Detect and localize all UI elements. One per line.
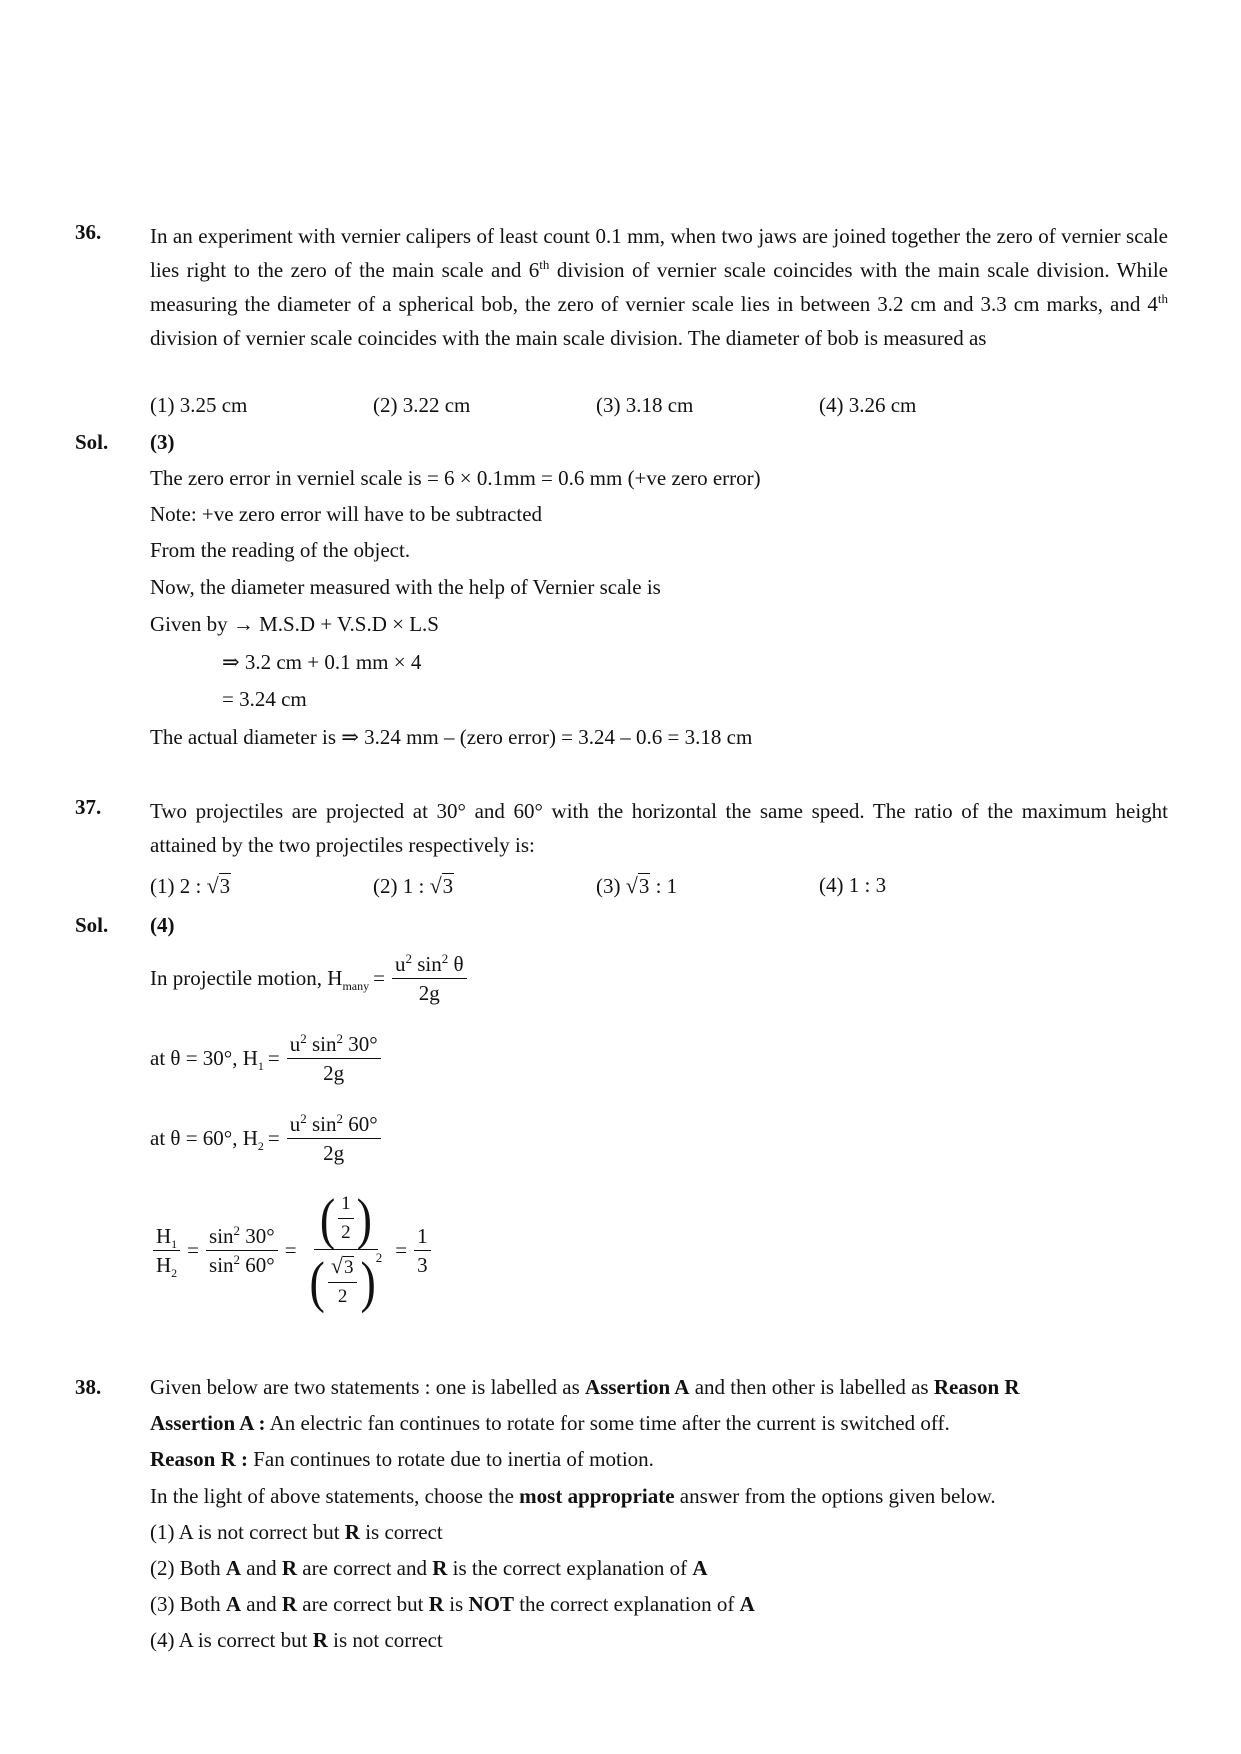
text-segment: answer from the options given below. (674, 1484, 996, 1508)
option-3: (3) 3.18 cm (596, 393, 694, 417)
text-segment: division of vernier scale coincides with the main scale division. The diameter of bob is measured as (150, 326, 987, 350)
option-2: (2) 3.22 cm (373, 393, 471, 417)
sqrt-symbol: √3 (206, 873, 231, 898)
function: sin (306, 1032, 337, 1056)
text-segment: (4) A is correct but (150, 1628, 313, 1652)
radicand: 3 (638, 874, 650, 898)
question-number: 36. (75, 220, 102, 244)
angle: 60° (342, 1112, 378, 1136)
text-segment: In an experiment with vernier calipers of least count 0.1 mm, when two jaws are joined together the zero of vernier scale lies right to the zero of the main scale and 6 (150, 224, 1168, 282)
bold-text: Reason R (933, 1375, 1020, 1399)
solution-line: = 3.24 cm (222, 687, 307, 711)
bold-text: R (312, 1628, 328, 1652)
parenthesized-fraction: ( $\frac{√3}{2}$ ) 2 (309, 1249, 383, 1313)
text-segment: are correct and (297, 1556, 433, 1580)
superscript: 2 (300, 1111, 307, 1126)
denominator: 2g (323, 1061, 345, 1085)
denominator: 3 (417, 1253, 428, 1277)
bold-text: R (281, 1592, 297, 1616)
bold-text: NOT (468, 1592, 514, 1616)
denominator: 2 (337, 1286, 348, 1307)
option-3 (596, 873, 677, 899)
text-segment: An electric fan continues to rotate for some time after the current is switched off. (265, 1411, 950, 1435)
angle: 60° (240, 1253, 275, 1277)
text-segment: is correct (359, 1520, 443, 1544)
superscript: 2 (336, 1111, 343, 1126)
assertion-statement (150, 1411, 950, 1436)
question-number: 38. (75, 1375, 102, 1399)
text-segment: Fan continues to rotate due to inertia of motion. (248, 1447, 654, 1471)
solution-line: The actual diameter is ⇒ 3.24 mm – (zero error) = 3.24 – 0.6 = 3.18 cm (150, 725, 753, 749)
variable: u (394, 952, 406, 976)
function: sin (209, 1224, 234, 1248)
bold-text: R (281, 1556, 297, 1580)
equals-sign: = (267, 1046, 280, 1070)
solution-line: Note: +ve zero error will have to be subtracted (150, 502, 543, 526)
numerator: 1 (338, 1190, 354, 1219)
bold-text: A (225, 1592, 241, 1616)
text-segment: (1) A is not correct but (150, 1520, 345, 1544)
sqrt-symbol: √3 (625, 873, 650, 898)
function: sin (411, 952, 442, 976)
option-text: (3) (596, 874, 626, 898)
text-segment: the correct explanation of (513, 1592, 740, 1616)
equals-sign: = (267, 1126, 280, 1150)
fraction (392, 950, 467, 1007)
text-segment: are correct but (297, 1592, 429, 1616)
fraction (287, 1110, 381, 1167)
angle: 30° (240, 1224, 275, 1248)
equals-sign: = (187, 1238, 200, 1262)
solution-line: Given by → M.S.D + V.S.D × L.S (150, 612, 439, 636)
option-1 (150, 1520, 443, 1545)
solution-label: Sol. (75, 430, 109, 454)
option-3 (150, 1592, 755, 1617)
equals-sign: = (395, 1238, 408, 1262)
variable: θ (448, 952, 464, 976)
function: sin (209, 1253, 234, 1277)
option-4 (150, 1628, 443, 1653)
text-segment: is the correct explanation of (447, 1556, 693, 1580)
equation-text: In projectile motion, H (150, 966, 343, 990)
equation-h2: at θ = 60°, H 2 = $\frac{u^2 \sin^2 60^\circ}{2g}$ (150, 1110, 384, 1167)
fraction (153, 1222, 180, 1279)
superscript: 2 (405, 951, 412, 966)
radicand: 3 (219, 874, 231, 898)
radicand: 3 (442, 874, 454, 898)
fraction (287, 1030, 381, 1087)
equation-text: at θ = 30°, H (150, 1046, 258, 1070)
equation-h1: at θ = 30°, H 1 = $\frac{u^2 \sin^2 30^\circ}{2g}$ (150, 1030, 384, 1087)
text-segment: division of vernier scale coincides with the main scale division. While measuring the diameter of a spherical bob, the zero of vernier scale lies in between 3.2 cm and 3.3 cm marks, and 4 (150, 258, 1168, 316)
fraction (414, 1222, 431, 1279)
instruction-text (150, 1484, 996, 1509)
equation-ratio (150, 1188, 434, 1313)
bold-text: A (692, 1556, 708, 1580)
denominator: 2 (341, 1222, 351, 1243)
sqrt-symbol: √3 (429, 873, 454, 898)
bold-text: Assertion A (585, 1375, 690, 1399)
subscript: 1 (171, 1237, 178, 1252)
variable: H (156, 1253, 172, 1277)
option-4: (4) 3.26 cm (819, 393, 917, 417)
reason-statement (150, 1447, 654, 1472)
question-text (150, 219, 1168, 355)
option-2 (373, 873, 454, 899)
denominator: 2g (323, 1141, 345, 1165)
question-text: Two projectiles are projected at 30° and 60° with the horizontal the same speed. The ratio of the maximum height attained by the two projectiles respectively is: (150, 799, 1168, 857)
text-segment: is not correct (327, 1628, 443, 1652)
solution-label: Sol. (75, 913, 109, 937)
fraction (304, 1188, 389, 1313)
angle: 30° (342, 1032, 378, 1056)
option-2 (150, 1556, 708, 1581)
bold-text: Assertion A : (150, 1411, 266, 1435)
bold-text: R (432, 1556, 448, 1580)
text-segment: and (241, 1592, 282, 1616)
bold-text: most appropriate (519, 1484, 675, 1508)
variable: u (289, 1032, 301, 1056)
text-segment: Given below are two statements : one is labelled as (150, 1375, 586, 1399)
fraction (206, 1222, 278, 1279)
variable: u (289, 1112, 301, 1136)
text-segment: (3) Both (150, 1592, 226, 1616)
function: sin (306, 1112, 337, 1136)
text-segment: and (241, 1556, 282, 1580)
superscript: 2 (441, 951, 449, 966)
variable: H (156, 1224, 172, 1248)
solution-line: From the reading of the object. (150, 538, 411, 562)
option-text: : 1 (650, 874, 678, 898)
sqrt-symbol: √3 (330, 1253, 354, 1278)
solution-line: ⇒ 3.2 cm + 0.1 mm × 4 (222, 650, 422, 674)
bold-text: A (225, 1556, 241, 1580)
subscript: 2 (171, 1266, 178, 1281)
superscript: th (1157, 291, 1168, 306)
equals-sign: = (284, 1238, 297, 1262)
text-segment: In the light of above statements, choose the (150, 1484, 520, 1508)
bold-text: R (428, 1592, 444, 1616)
parenthesized-fraction: ( $\frac{1}{2}$ ) (319, 1186, 372, 1250)
text-segment: is (443, 1592, 469, 1616)
denominator: 2g (418, 981, 440, 1005)
bold-text: Reason R : (150, 1447, 248, 1471)
option-1: (1) 3.25 cm (150, 393, 248, 417)
solution-line: Now, the diameter measured with the help of Vernier scale is (150, 575, 661, 599)
answer-key: (4) (150, 913, 175, 937)
superscript: 2 (300, 1031, 307, 1046)
answer-key: (3) (150, 430, 175, 454)
equation-text: at θ = 60°, H (150, 1126, 258, 1150)
question-number: 37. (75, 795, 102, 819)
superscript: 2 (233, 1223, 241, 1238)
question-text (150, 1375, 1020, 1400)
equation-max-height: In projectile motion, H many = $\frac{u^2 \sin^2 \theta}{2g}$ (150, 950, 470, 1007)
bold-text: R (344, 1520, 360, 1544)
solution-line: The zero error in verniel scale is = 6 × 0.1mm = 0.6 mm (+ve zero error) (150, 466, 761, 490)
option-text: (2) 1 : (373, 874, 430, 898)
equals-sign: = (373, 966, 385, 990)
option-1 (150, 873, 231, 899)
option-4: (4) 1 : 3 (819, 873, 887, 897)
option-text: (1) 2 : (150, 874, 207, 898)
superscript: th (539, 257, 550, 272)
bold-text: A (739, 1592, 755, 1616)
text-segment: (2) Both (150, 1556, 226, 1580)
superscript: 2 (336, 1031, 343, 1046)
numerator: 1 (414, 1222, 431, 1251)
radicand: 3 (343, 1257, 354, 1278)
superscript: 2 (233, 1252, 241, 1267)
text-segment: and then other is labelled as (689, 1375, 934, 1399)
